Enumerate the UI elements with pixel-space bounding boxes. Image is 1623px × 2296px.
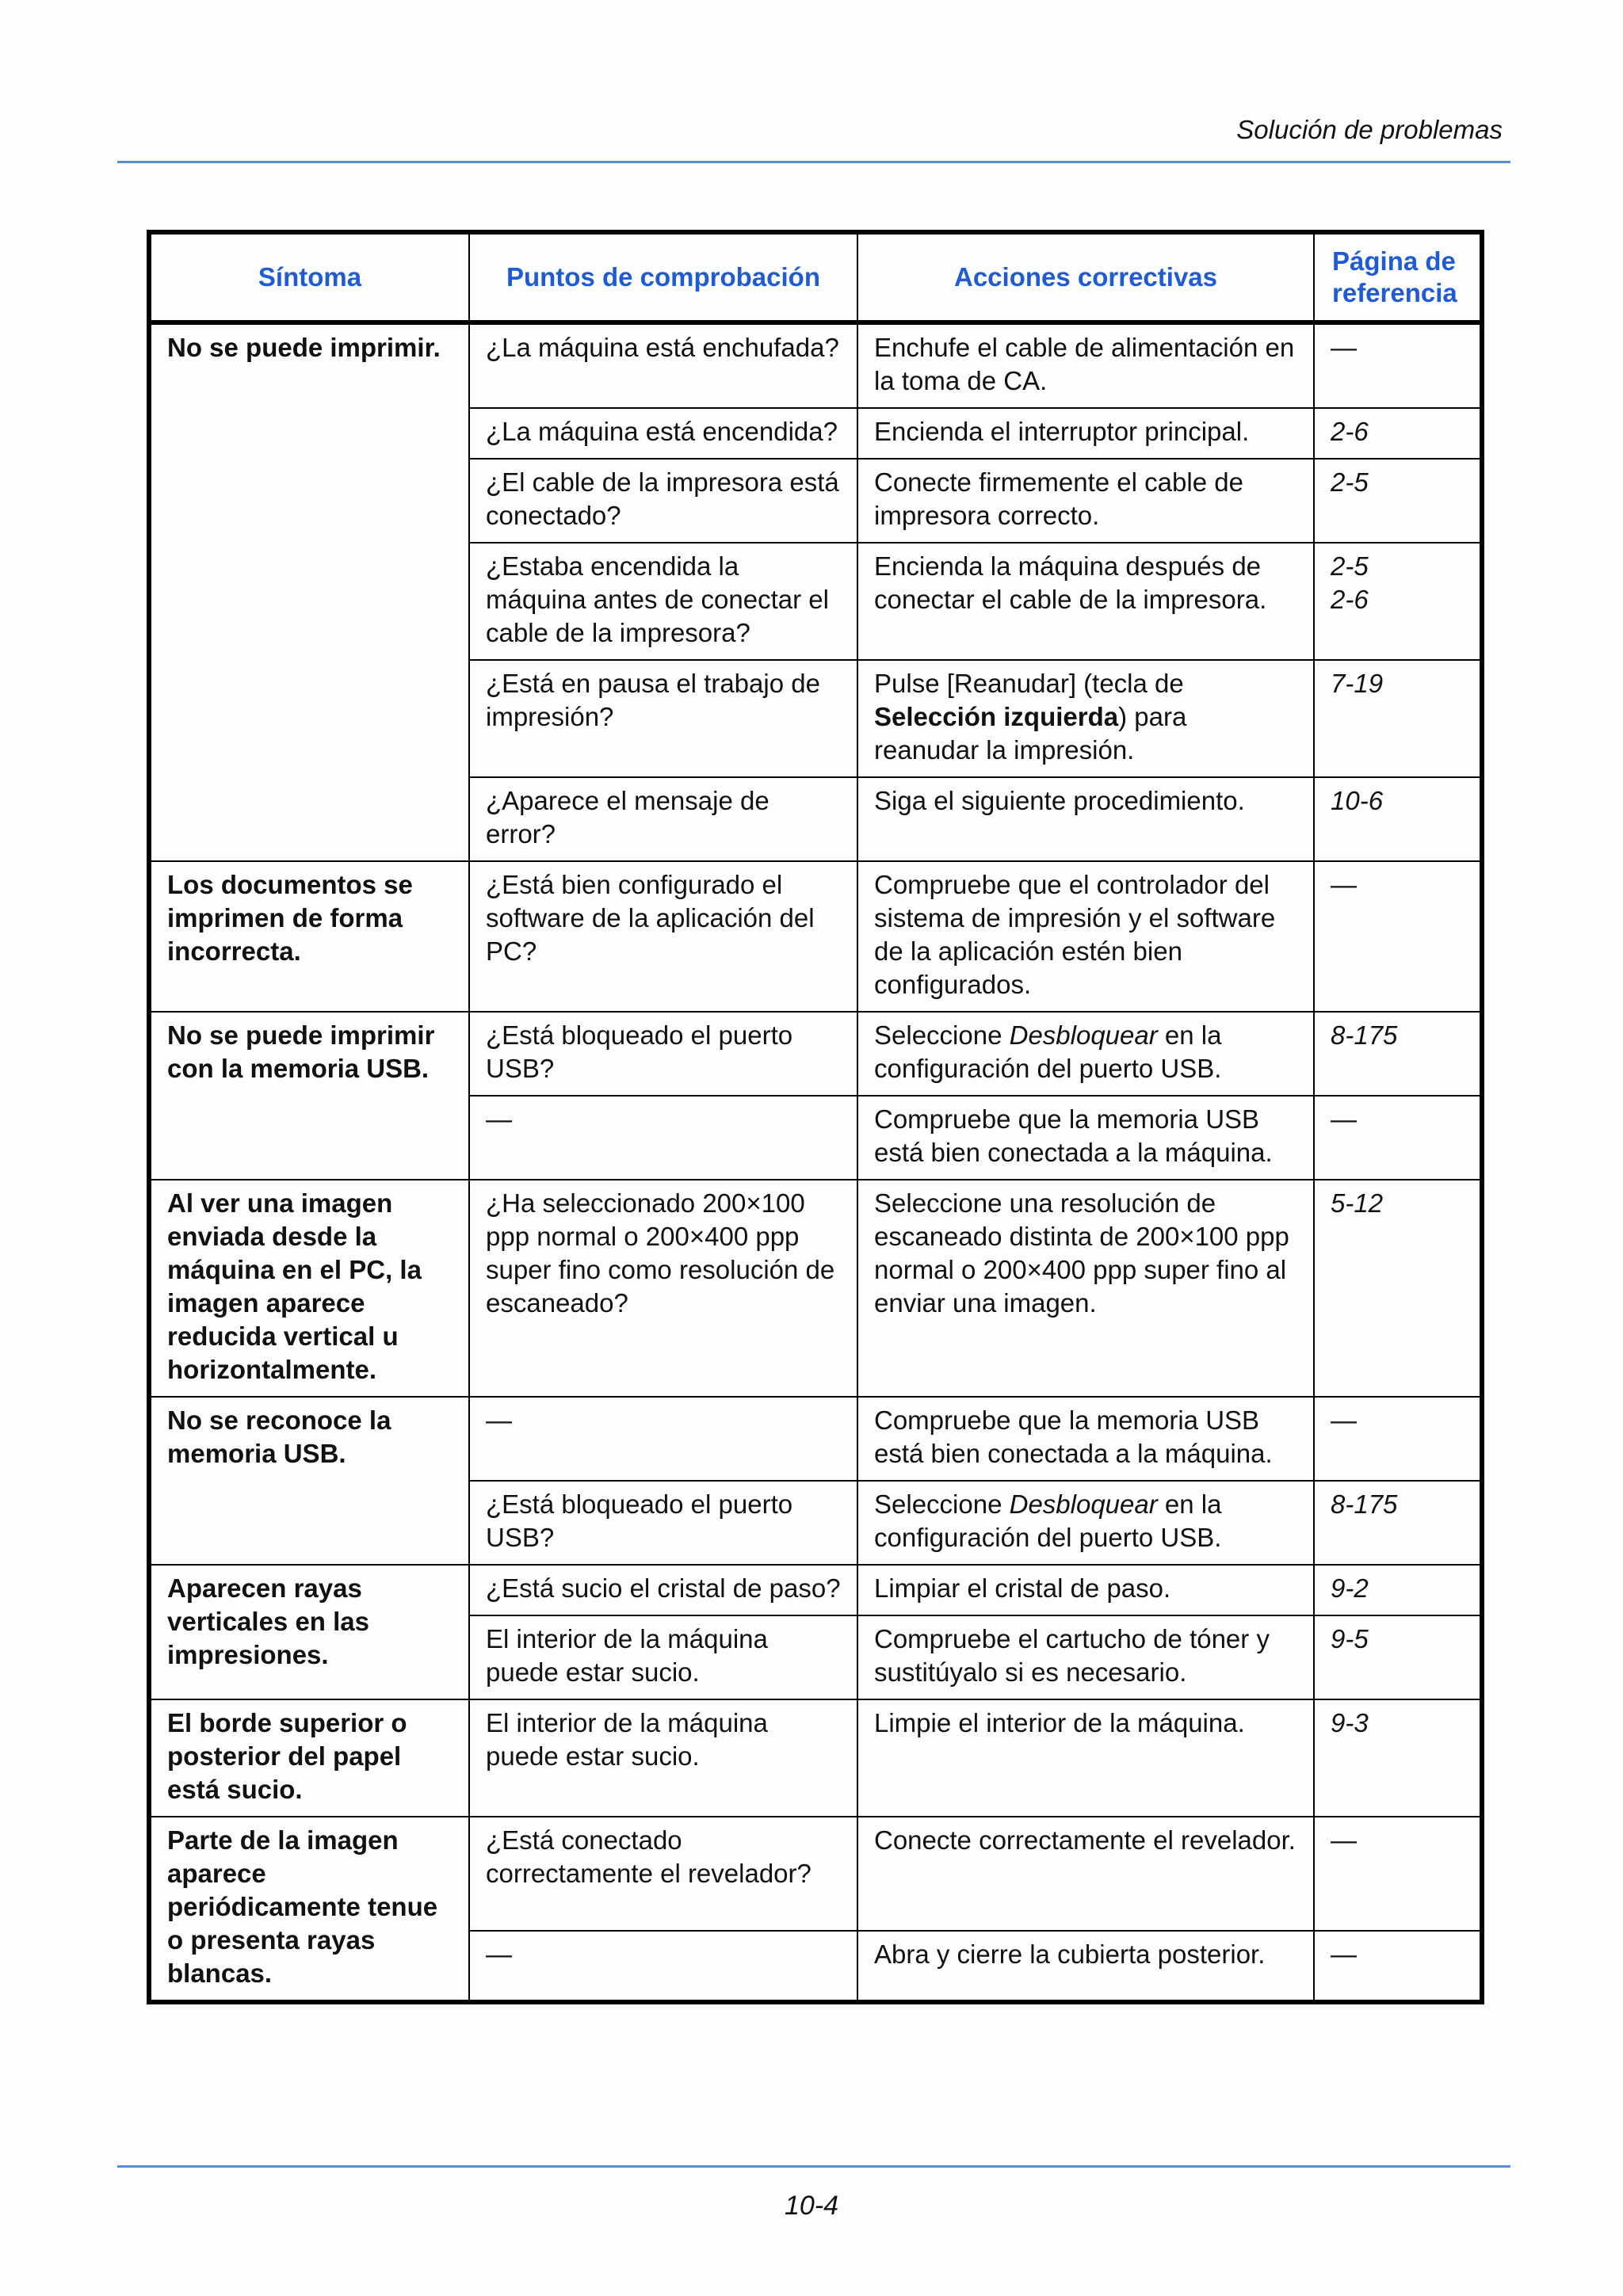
table-row (149, 861, 1482, 1012)
header-rule (117, 161, 1510, 163)
action-cell: Limpiar el cristal de paso. (857, 1565, 1314, 1615)
table-row (149, 1012, 1482, 1096)
action-cell: Seleccione una resolución de escaneado distinta de 200×100 ppp normal o 200×400 ppp super fino al enviar una imagen. (857, 1180, 1314, 1397)
check-cell: ¿Ha seleccionado 200×100 ppp normal o 200×400 ppp super fino como resolución de escaneado? (469, 1180, 857, 1397)
reference-cell: — (1314, 322, 1482, 408)
option-name: Desbloquear (1009, 1489, 1158, 1519)
check-cell: ¿Está bien configurado el software de la aplicación del PC? (469, 861, 857, 1012)
table-row (149, 1565, 1482, 1615)
action-cell: Encienda la máquina después de conectar el cable de la impresora. (857, 543, 1314, 660)
action-cell: Conecte firmemente el cable de impresora correcto. (857, 459, 1314, 543)
reference-cell: — (1314, 861, 1482, 1012)
action-cell: Siga el siguiente procedimiento. (857, 777, 1314, 861)
symptom-cell: El borde superior o posterior del papel está sucio. (149, 1699, 469, 1817)
check-cell: ¿Está sucio el cristal de paso? (469, 1565, 857, 1615)
reference-cell: — (1314, 1931, 1482, 2002)
action-cell: Seleccione Desbloquear en la configuración del puerto USB. (857, 1481, 1314, 1565)
check-cell: ¿El cable de la impresora está conectado? (469, 459, 857, 543)
symptom-cell: Al ver una imagen enviada desde la máquina en el PC, la imagen aparece reducida vertical u horizontalmente. (149, 1180, 469, 1397)
action-cell: Encienda el interruptor principal. (857, 408, 1314, 459)
reference-line: 2-5 (1331, 551, 1369, 581)
table-row (149, 1180, 1482, 1397)
reference-cell: 7-19 (1314, 660, 1482, 777)
header-check-points: Puntos de comprobación (469, 232, 857, 322)
troubleshooting-table (147, 230, 1484, 2004)
reference-cell: 10-6 (1314, 777, 1482, 861)
reference-cell: 2-5 (1314, 459, 1482, 543)
symptom-cell: No se reconoce la memoria USB. (149, 1397, 469, 1565)
action-cell: Pulse [Reanudar] (tecla de Selección izquierda) para reanudar la impresión. (857, 660, 1314, 777)
check-cell: El interior de la máquina puede estar sucio. (469, 1615, 857, 1699)
action-cell: Abra y cierre la cubierta posterior. (857, 1931, 1314, 2002)
reference-cell: 9-2 (1314, 1565, 1482, 1615)
check-cell: — (469, 1397, 857, 1481)
page-number: 10-4 (784, 2191, 839, 2221)
check-cell: ¿Está en pausa el trabajo de impresión? (469, 660, 857, 777)
action-cell: Compruebe que la memoria USB está bien conectada a la máquina. (857, 1397, 1314, 1481)
reference-cell: 8-175 (1314, 1481, 1482, 1565)
key-name: Selección izquierda (874, 702, 1119, 731)
symptom-cell: No se puede imprimir con la memoria USB. (149, 1012, 469, 1180)
check-cell: ¿Está bloqueado el puerto USB? (469, 1012, 857, 1096)
reference-cell: — (1314, 1096, 1482, 1180)
reference-cell: — (1314, 1817, 1482, 1931)
symptom-cell: Los documentos se imprimen de forma incorrecta. (149, 861, 469, 1012)
check-cell: El interior de la máquina puede estar sucio. (469, 1699, 857, 1817)
check-cell: — (469, 1096, 857, 1180)
check-cell: ¿La máquina está encendida? (469, 408, 857, 459)
check-cell: ¿La máquina está enchufada? (469, 322, 857, 408)
header-symptom: Síntoma (149, 232, 469, 322)
footer-rule (117, 2165, 1510, 2168)
symptom-cell: No se puede imprimir. (149, 322, 469, 861)
table-row (149, 1699, 1482, 1817)
check-cell: — (469, 1931, 857, 2002)
reference-cell (1314, 543, 1482, 660)
header-corrective-actions: Acciones correctivas (857, 232, 1314, 322)
table-row (149, 1397, 1482, 1481)
reference-cell: — (1314, 1397, 1482, 1481)
action-cell: Enchufe el cable de alimentación en la toma de CA. (857, 322, 1314, 408)
header-reference-page: Página de referencia (1314, 232, 1482, 322)
reference-cell: 2-6 (1314, 408, 1482, 459)
reference-line: 2-6 (1331, 585, 1369, 614)
table-header-row (149, 232, 1482, 322)
reference-cell: 9-3 (1314, 1699, 1482, 1817)
check-cell: ¿Está conectado correctamente el revelador? (469, 1817, 857, 1931)
table-row (149, 322, 1482, 408)
action-cell: Conecte correctamente el revelador. (857, 1817, 1314, 1931)
action-cell: Compruebe que la memoria USB está bien conectada a la máquina. (857, 1096, 1314, 1180)
check-cell: ¿Estaba encendida la máquina antes de conectar el cable de la impresora? (469, 543, 857, 660)
action-cell: Compruebe que el controlador del sistema de impresión y el software de la aplicación estén bien configurados. (857, 861, 1314, 1012)
symptom-cell: Aparecen rayas verticales en las impresiones. (149, 1565, 469, 1699)
reference-cell: 8-175 (1314, 1012, 1482, 1096)
option-name: Desbloquear (1009, 1020, 1158, 1050)
symptom-cell: Parte de la imagen aparece periódicamente tenue o presenta rayas blancas. (149, 1817, 469, 2002)
action-cell: Seleccione Desbloquear en la configuración del puerto USB. (857, 1012, 1314, 1096)
check-cell: ¿Está bloqueado el puerto USB? (469, 1481, 857, 1565)
check-cell: ¿Aparece el mensaje de error? (469, 777, 857, 861)
table-row (149, 1817, 1482, 1931)
header-section-title: Solución de problemas (1236, 115, 1503, 144)
reference-cell: 9-5 (1314, 1615, 1482, 1699)
reference-cell: 5-12 (1314, 1180, 1482, 1397)
action-cell: Compruebe el cartucho de tóner y sustitúyalo si es necesario. (857, 1615, 1314, 1699)
action-cell: Limpie el interior de la máquina. (857, 1699, 1314, 1817)
